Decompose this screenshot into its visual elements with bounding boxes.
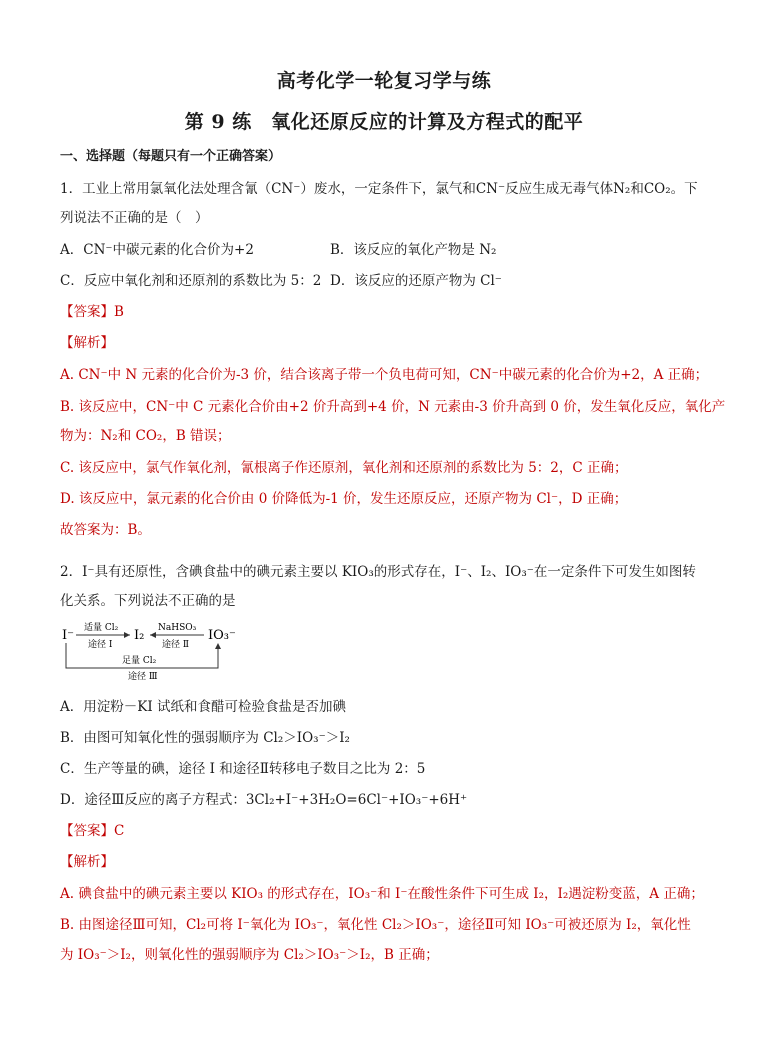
q2-analysis-b-line-2: 为 IO₃⁻＞I₂，则氧化性的强弱顺序为 Cl₂＞IO₃⁻＞I₂，B 正确； bbox=[60, 947, 439, 963]
section-heading: 一、选择题（每题只有一个正确答案） bbox=[60, 149, 282, 164]
q2-analysis-label: 【解析】 bbox=[60, 854, 114, 870]
q1-analysis-c: C. 该反应中，氯气作氧化剂，氰根离子作还原剂，氧化剂和还原剂的系数比为 5：2，C 正确； bbox=[60, 460, 628, 476]
doc-subtitle: 第 9 练 氧化还原反应的计算及方程式的配平 bbox=[184, 111, 584, 133]
q2-stem-line-2: 化关系。下列说法不正确的是 bbox=[60, 593, 236, 609]
q1-conclusion: 故答案为：B。 bbox=[60, 522, 151, 538]
diagram-species-iodine: I₂ bbox=[134, 628, 145, 643]
diagram-species-iodide: I⁻ bbox=[62, 628, 74, 643]
route-3-reagent: 足量 Cl₂ bbox=[122, 656, 157, 666]
route-1-reagent: 适量 Cl₂ bbox=[84, 623, 119, 633]
q2-answer: 【答案】C bbox=[60, 823, 125, 839]
q1-option-a: A．CN⁻中碳元素的化合价为+2 bbox=[60, 242, 254, 258]
diagram-species-iodate: IO₃⁻ bbox=[208, 628, 236, 643]
q1-analysis-label: 【解析】 bbox=[60, 335, 114, 351]
q2-analysis-b-line-1: B. 由图途径Ⅲ可知，Cl₂可将 I⁻氧化为 IO₃⁻，氧化性 Cl₂＞IO₃⁻，途径Ⅱ可知 IO₃⁻可被还原为 I₂，氧化性 bbox=[60, 917, 691, 933]
doc-title: 高考化学一轮复习学与练 bbox=[276, 70, 492, 92]
q1-analysis-d: D. 该反应中，氯元素的化合价由 0 价降低为-1 价，发生还原反应，还原产物为 Cl⁻，D 正确； bbox=[60, 491, 628, 507]
q2-stem-line-1: 2．I⁻具有还原性，含碘食盐中的碘元素主要以 KIO₃的形式存在，I⁻、I₂、IO₃⁻在一定条件下可发生如图转 bbox=[60, 564, 696, 580]
iodine-conversion-diagram bbox=[58, 618, 258, 682]
q1-stem-line-2: 列说法不正确的是（ ） bbox=[60, 210, 209, 226]
q2-option-c: C．生产等量的碘，途径 I 和途径Ⅱ转移电子数目之比为 2：5 bbox=[60, 761, 426, 777]
q1-option-d: D．该反应的还原产物为 Cl⁻ bbox=[330, 273, 502, 289]
route-3-arrowhead bbox=[215, 643, 221, 649]
route-1-label: 途径 Ⅰ bbox=[88, 640, 113, 650]
route-3-label: 途径 Ⅲ bbox=[128, 672, 158, 682]
q2-analysis-a: A. 碘食盐中的碘元素主要以 KIO₃ 的形式存在，IO₃⁻和 I⁻在酸性条件下可生成 I₂，I₂遇淀粉变蓝，A 正确； bbox=[60, 886, 704, 902]
q1-option-c: C．反应中氧化剂和还原剂的系数比为 5：2 bbox=[60, 273, 322, 289]
q2-option-b: B．由图可知氧化性的强弱顺序为 Cl₂＞IO₃⁻＞I₂ bbox=[60, 730, 350, 746]
q1-answer: 【答案】B bbox=[60, 304, 124, 320]
route-1-arrowhead bbox=[124, 632, 130, 638]
q1-analysis-a: A. CN⁻中 N 元素的化合价为-3 价，结合该离子带一个负电荷可知，CN⁻中碳元素的化合价为+2，A 正确； bbox=[60, 367, 709, 383]
q1-analysis-b-line-2: 物为：N₂和 CO₂，B 错误； bbox=[60, 428, 231, 444]
q2-option-d: D．途径Ⅲ反应的离子方程式：3Cl₂+I⁻+3H₂O=6Cl⁻+IO₃⁻+6H⁺ bbox=[60, 792, 468, 808]
route-2-reagent: NaHSO₃ bbox=[158, 623, 197, 633]
q2-option-a: A．用淀粉－KI 试纸和食醋可检验食盐是否加碘 bbox=[60, 699, 346, 715]
q1-stem-line-1: 1．工业上常用氯氧化法处理含氰（CN⁻）废水，一定条件下，氯气和CN⁻反应生成无毒气体N₂和CO₂。下 bbox=[60, 181, 698, 197]
q1-option-b: B．该反应的氧化产物是 N₂ bbox=[330, 242, 497, 258]
route-2-label: 途径 Ⅱ bbox=[162, 640, 189, 650]
q1-analysis-b-line-1: B. 该反应中，CN⁻中 C 元素化合价由+2 价升高到+4 价，N 元素由-3 价升高到 0 价，发生氧化反应，氧化产 bbox=[60, 399, 726, 415]
route-2-arrowhead bbox=[150, 632, 156, 638]
